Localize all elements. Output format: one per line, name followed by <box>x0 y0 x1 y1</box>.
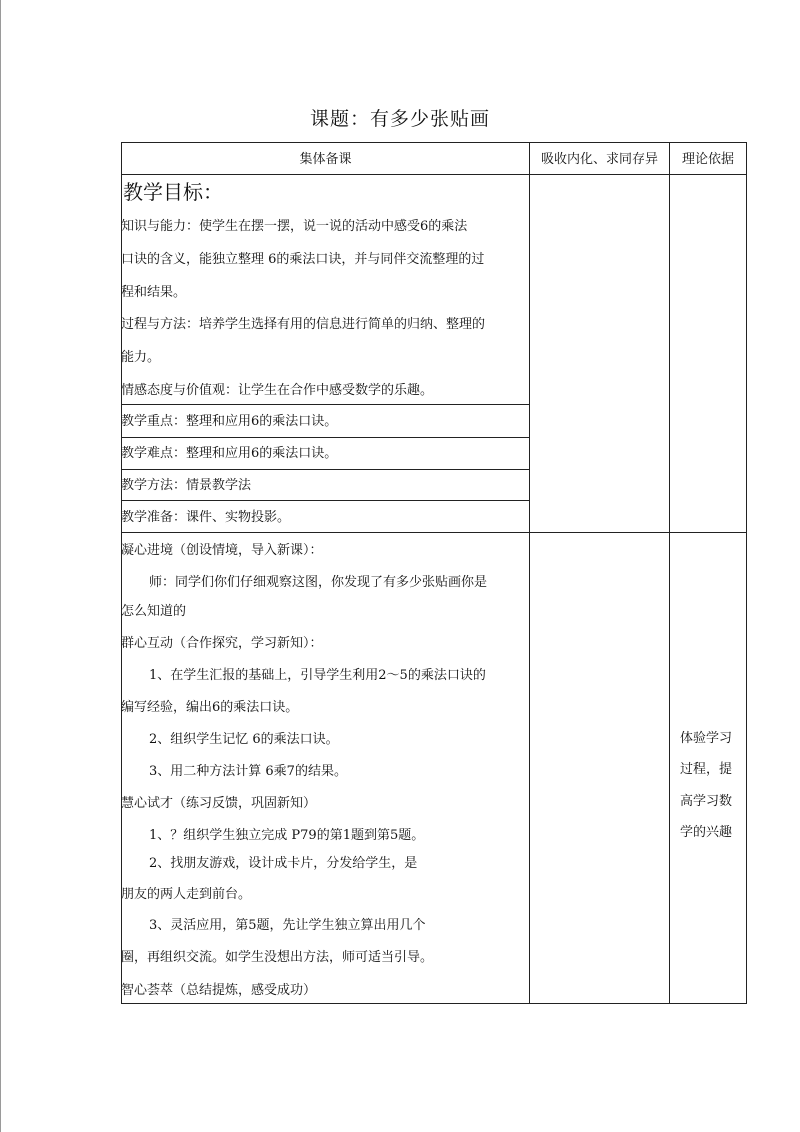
header-collective-planning: 集体备课 <box>299 152 352 167</box>
header-divider <box>121 174 747 175</box>
table-border-bottom <box>121 1003 747 1004</box>
key-point-row: 教学重点：整理和应用6的乘法口诀。 <box>121 414 338 429</box>
process-line: 1、在学生汇报的基础上，引导学生利用2～5的乘法口诀的 <box>149 668 486 683</box>
theory-line: 高学习数 <box>680 794 733 809</box>
section-divider <box>121 532 747 533</box>
method-row: 教学方法：情景教学法 <box>121 478 252 493</box>
process-line: 慧心试才（练习反馈，巩固新知） <box>121 796 317 811</box>
header-absorb-internalize: 吸收内化、求同存异 <box>540 152 658 167</box>
table-border-top <box>121 142 747 143</box>
theory-line: 过程，提 <box>680 762 733 777</box>
process-line: 2、组织学生记忆 6的乘法口诀。 <box>149 732 339 747</box>
process-line: 朋友的两人走到前台。 <box>121 887 252 902</box>
column-divider <box>529 142 530 1004</box>
process-line: 智心荟萃（总结提炼，感受成功） <box>121 983 317 998</box>
difficulty-row: 教学难点：整理和应用6的乘法口诀。 <box>121 446 338 461</box>
objective-line: 程和结果。 <box>121 285 187 300</box>
process-line: 怎么知道的 <box>121 604 187 619</box>
row-divider <box>121 500 529 501</box>
process-line: 师：同学们你们仔细观察这图，你发现了有多少张贴画你是 <box>149 575 488 590</box>
process-line: 圈，再组织交流。如学生没想出方法，师可适当引导。 <box>121 950 434 965</box>
objective-line: 情感态度与价值观：让学生在合作中感受数学的乐趣。 <box>121 383 434 398</box>
preparation-row: 教学准备：课件、实物投影。 <box>121 510 291 525</box>
row-divider <box>121 469 529 470</box>
process-line: 凝心进境（创设情境，导入新课）： <box>121 543 323 558</box>
theory-line: 体验学习 <box>680 731 733 746</box>
column-divider <box>669 142 670 1004</box>
objectives-heading: 教学目标： <box>123 180 223 204</box>
objective-line: 能力。 <box>121 350 161 365</box>
process-line: 3、灵活应用，第5题，先让学生独立算出用几个 <box>149 918 426 933</box>
row-divider <box>121 404 529 405</box>
table-border-left <box>121 142 122 1004</box>
theory-line: 学的兴趣 <box>680 825 733 840</box>
objective-line: 过程与方法：培养学生选择有用的信息进行简单的归纳、整理的 <box>121 317 486 332</box>
process-line: 3、用二种方法计算 6乘7的结果。 <box>149 764 347 779</box>
process-line: 编写经验，编出6的乘法口诀。 <box>121 700 299 715</box>
header-theory-basis: 理论依据 <box>681 152 734 167</box>
page-edge <box>0 0 1 1132</box>
process-line: 1、？组织学生独立完成 P79的第1题到第5题。 <box>149 828 425 843</box>
page-title: 课题：有多少张贴画 <box>309 108 490 130</box>
table-border-right <box>746 142 747 1004</box>
objective-line: 口诀的含义，能独立整理 6的乘法口诀，并与同伴交流整理的过 <box>121 252 485 267</box>
process-line: 2、找朋友游戏，设计成卡片，分发给学生，是 <box>149 856 418 871</box>
objective-line: 知识与能力：使学生在摆一摆，说一说的活动中感受6的乘法 <box>121 219 468 234</box>
row-divider <box>121 437 529 438</box>
process-line: 群心互动（合作探究，学习新知）： <box>121 636 323 651</box>
